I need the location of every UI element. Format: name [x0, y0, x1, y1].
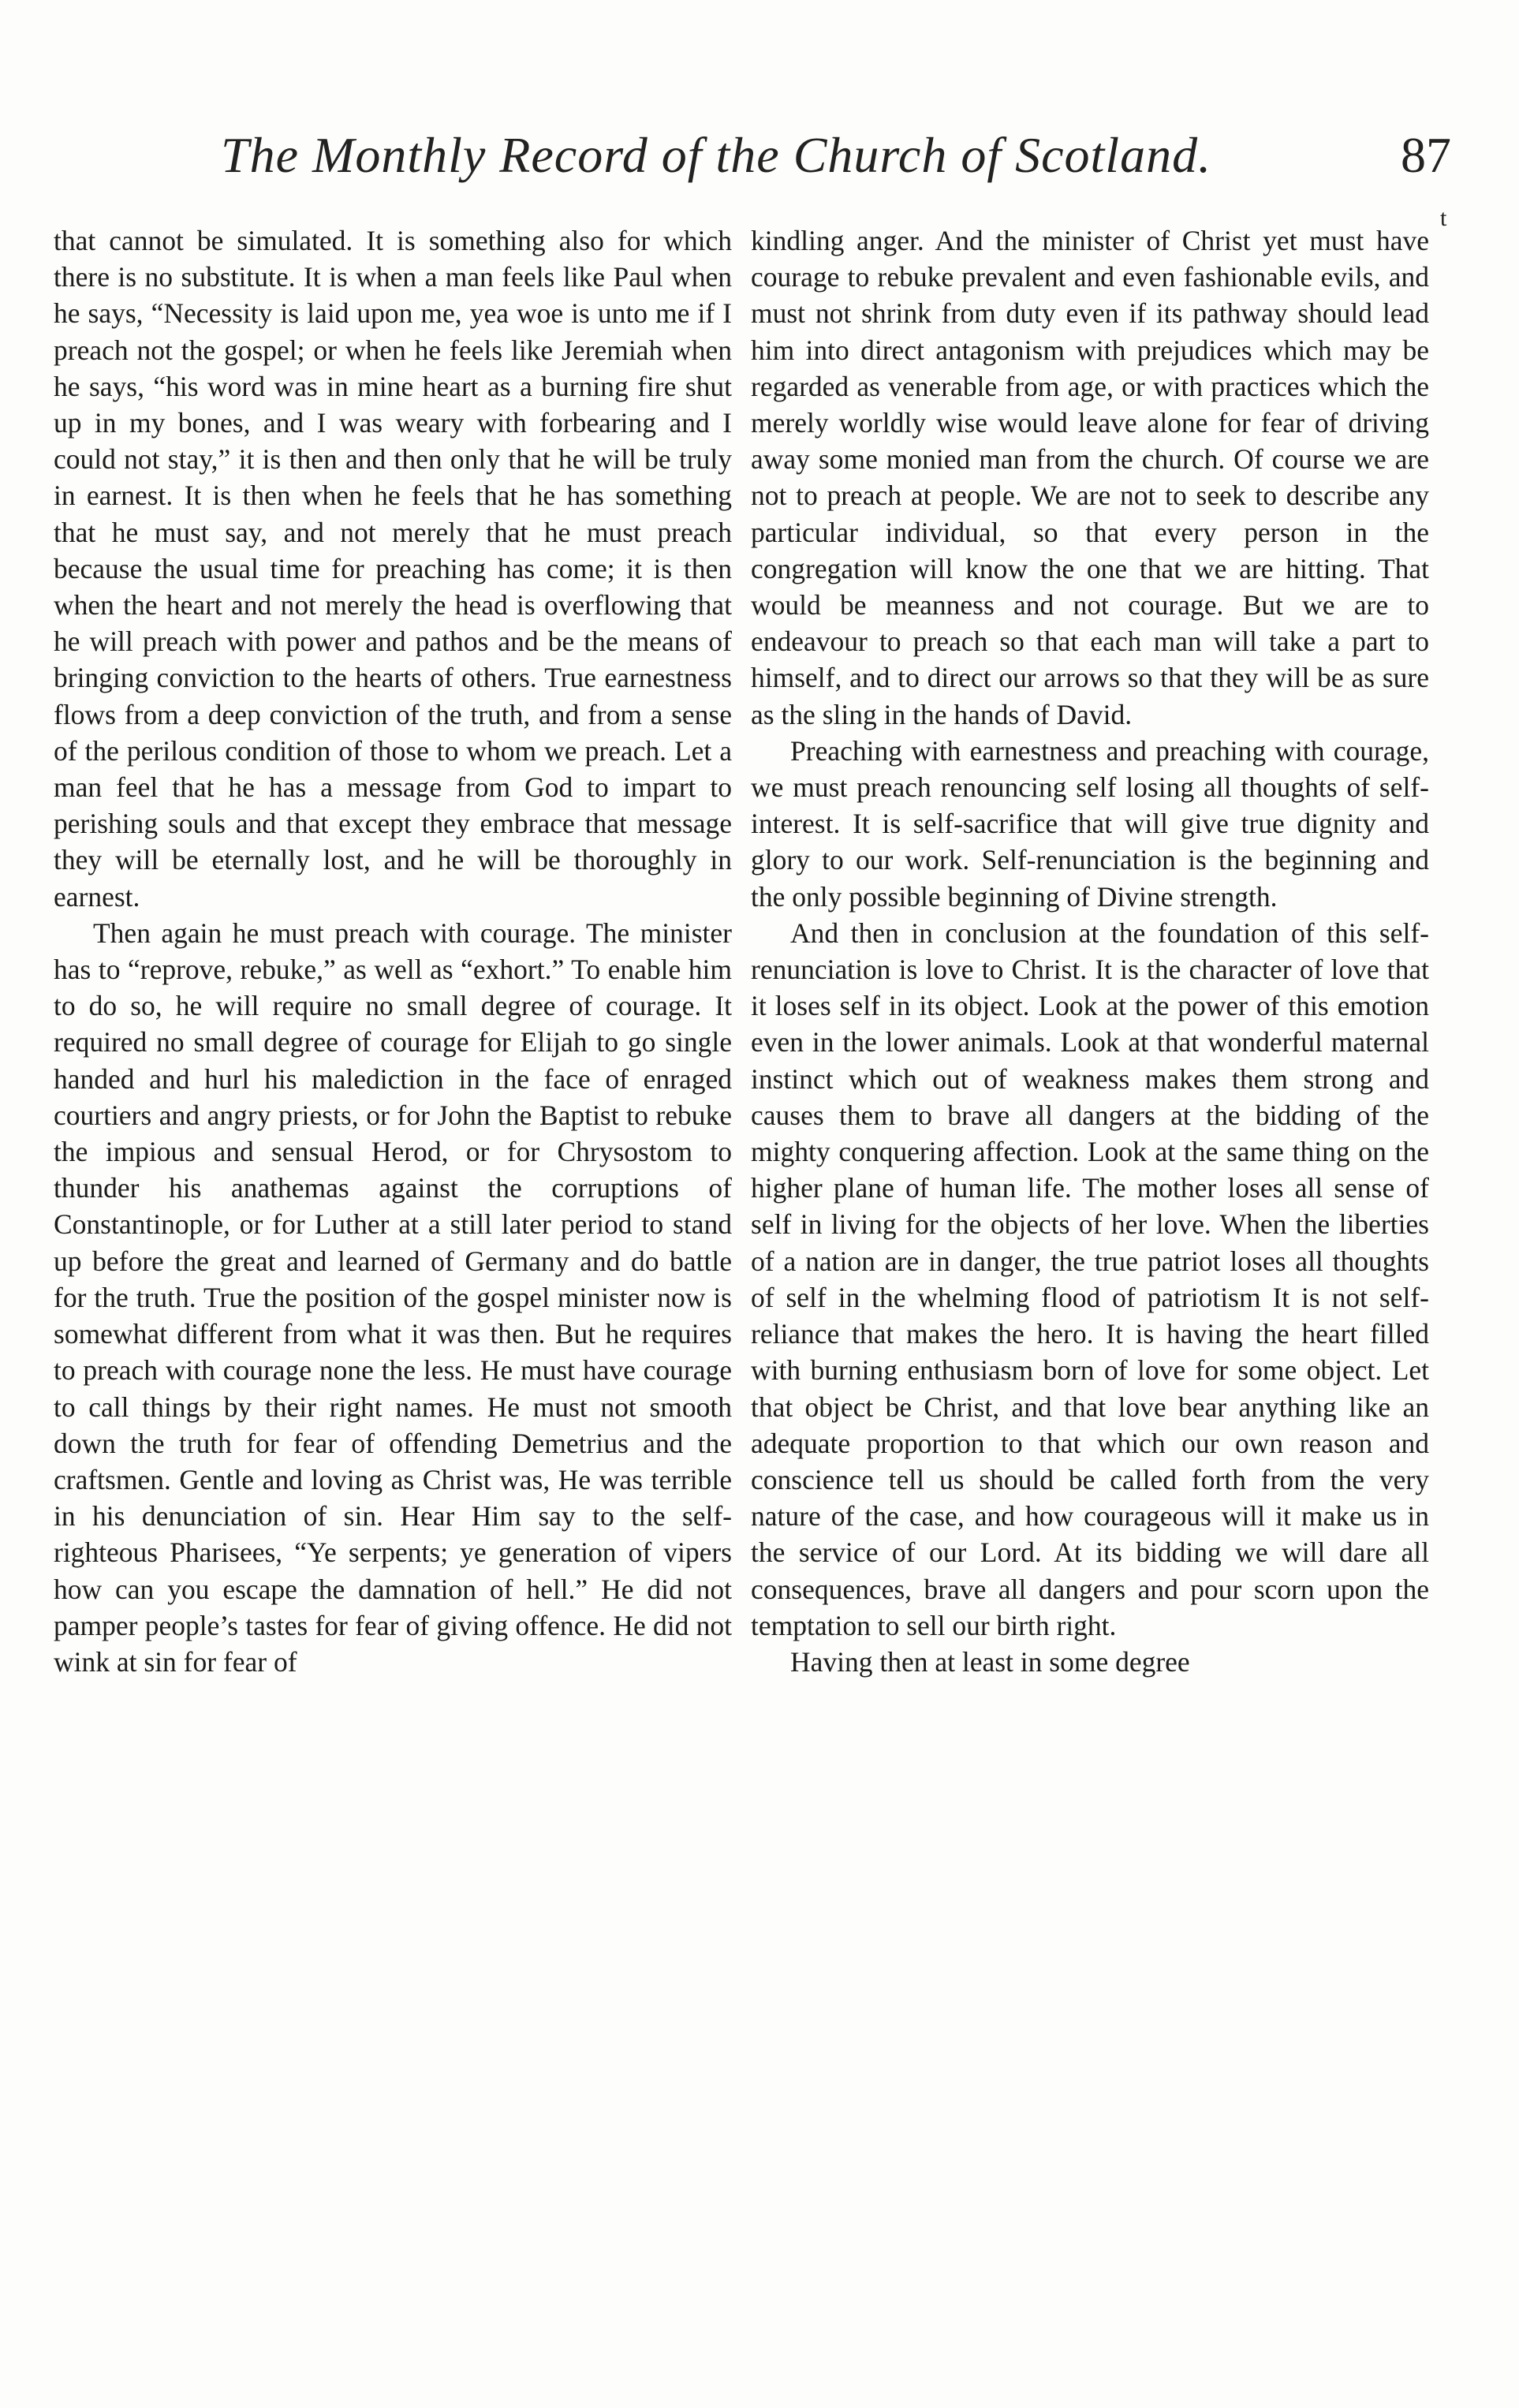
page-header	[221, 118, 1451, 205]
left-column	[54, 222, 732, 1680]
right-column	[751, 222, 1429, 1680]
right-paragraph-1: kindling anger. And the minister of Christ yet must have courage to rebuke prevalent and even fashionable evils, and must not shrink from duty even if its pathway should lead him into direct antagonism with prejudices which may be regarded as venerable from age, or with practices which the merely worldly wise would leave alone for fear of driving away some monied man from the church. Of course we are not to preach at people. We are not to seek to describe any particular individual, so that every person in the congregation will know the one that we are hitting. That would be meanness and not courage. But we are to endeavour to preach so that each man will take a part to himself, and to direct our arrows so that they will be as sure as the sling in the hands of David.	[751, 225, 1429, 730]
left-paragraph-1: that cannot be simulated. It is something also for which there is no substitute. It is when a man feels like Paul when he says, “Necessity is laid upon me, yea woe is unto me if I preach not the gospel; or when he feels like Jeremiah when he says, “his word was in mine heart as a burning fire shut up in my bones, and I was weary with forbearing and I could not stay,” it is then and then only that he will be truly in earnest. It is then when he feels that he has something that he must say, and not merely that he must preach because the usual time for preaching has come; it is then when the heart and not merely the head is overflowing that he will preach with power and pathos and be the means of bringing conviction to the hearts of others. True earnestness flows from a deep conviction of the truth, and from a sense of the perilous condition of those to whom we preach. Let a man feel that he has a message from God to impart to perishing souls and that except they embrace that message they will be eternally lost, and he will be thoroughly in earnest.	[54, 225, 732, 913]
right-paragraph-3: And then in conclusion at the foundation of this self-renunciation is love to Christ. It is the character of love that it loses self in its object. Look at the power of this emotion even in the lower animals. Look at that wonderful maternal instinct which out of weakness makes them strong and causes them to brave all dangers at the bidding of the mighty conquering affection. Look at the same thing on the higher plane of human life. The mother loses all sense of self in living for the objects of her love. When the liberties of a nation are in danger, the true patriot loses all thoughts of self in the whelming flood of patriotism It is not self-reliance that makes the hero. It is having the heart filled with burning enthusiasm born of love for some object. Let that object be Christ, and that love bear anything like an adequate proportion to that which our own reason and conscience tell us should be called forth from the very nature of the case, and how courageous will it make us in the service of our Lord. At its bidding we will dare all consequences, brave all dangers and pour scorn upon the temptation to sell our birth right.	[751, 917, 1429, 1641]
right-paragraph-4: Having then at least in some degree	[790, 1645, 1190, 1678]
running-title: The Monthly Record of the Church of Scotland.	[221, 127, 1212, 183]
margin-mark: t	[1440, 205, 1447, 231]
right-paragraph-2: Preaching with earnestness and preaching with courage, we must preach renouncing self losing all thoughts of self-interest. It is self-sacrifice that will give true dignity and glory to our work. Self-renunciation is the beginning and the only possible beginning of Divine strength.	[751, 734, 1429, 913]
page-number: 87	[1401, 127, 1451, 183]
left-paragraph-2: Then again he must preach with courage. The minister has to “reprove, rebuke,” as well as “exhort.” To enable him to do so, he will require no small degree of courage. It required no small degree of courage for Elijah to go single handed and hurl his malediction in the face of enraged courtiers and angry priests, or for John the Baptist to rebuke the impious and sensual Herod, or for Chrysostom to thunder his anathemas against the corruptions of Constantinople, or for Luther at a still later period to stand up before the great and learned of Germany and do battle for the truth. True the position of the gospel minister now is somewhat different from what it was then. But he requires to preach with courage none the less. He must have courage to call things by their right names. He must not smooth down the truth for fear of offending Demetrius and the craftsmen. Gentle and loving as Christ was, He was terrible in his denunciation of sin. Hear Him say to the self-righteous Pharisees, “Ye serpents; ye generation of vipers how can you escape the damnation of hell.” He did not pamper people’s tastes for fear of giving offence. He did not wink at sin for fear of	[54, 917, 732, 1678]
